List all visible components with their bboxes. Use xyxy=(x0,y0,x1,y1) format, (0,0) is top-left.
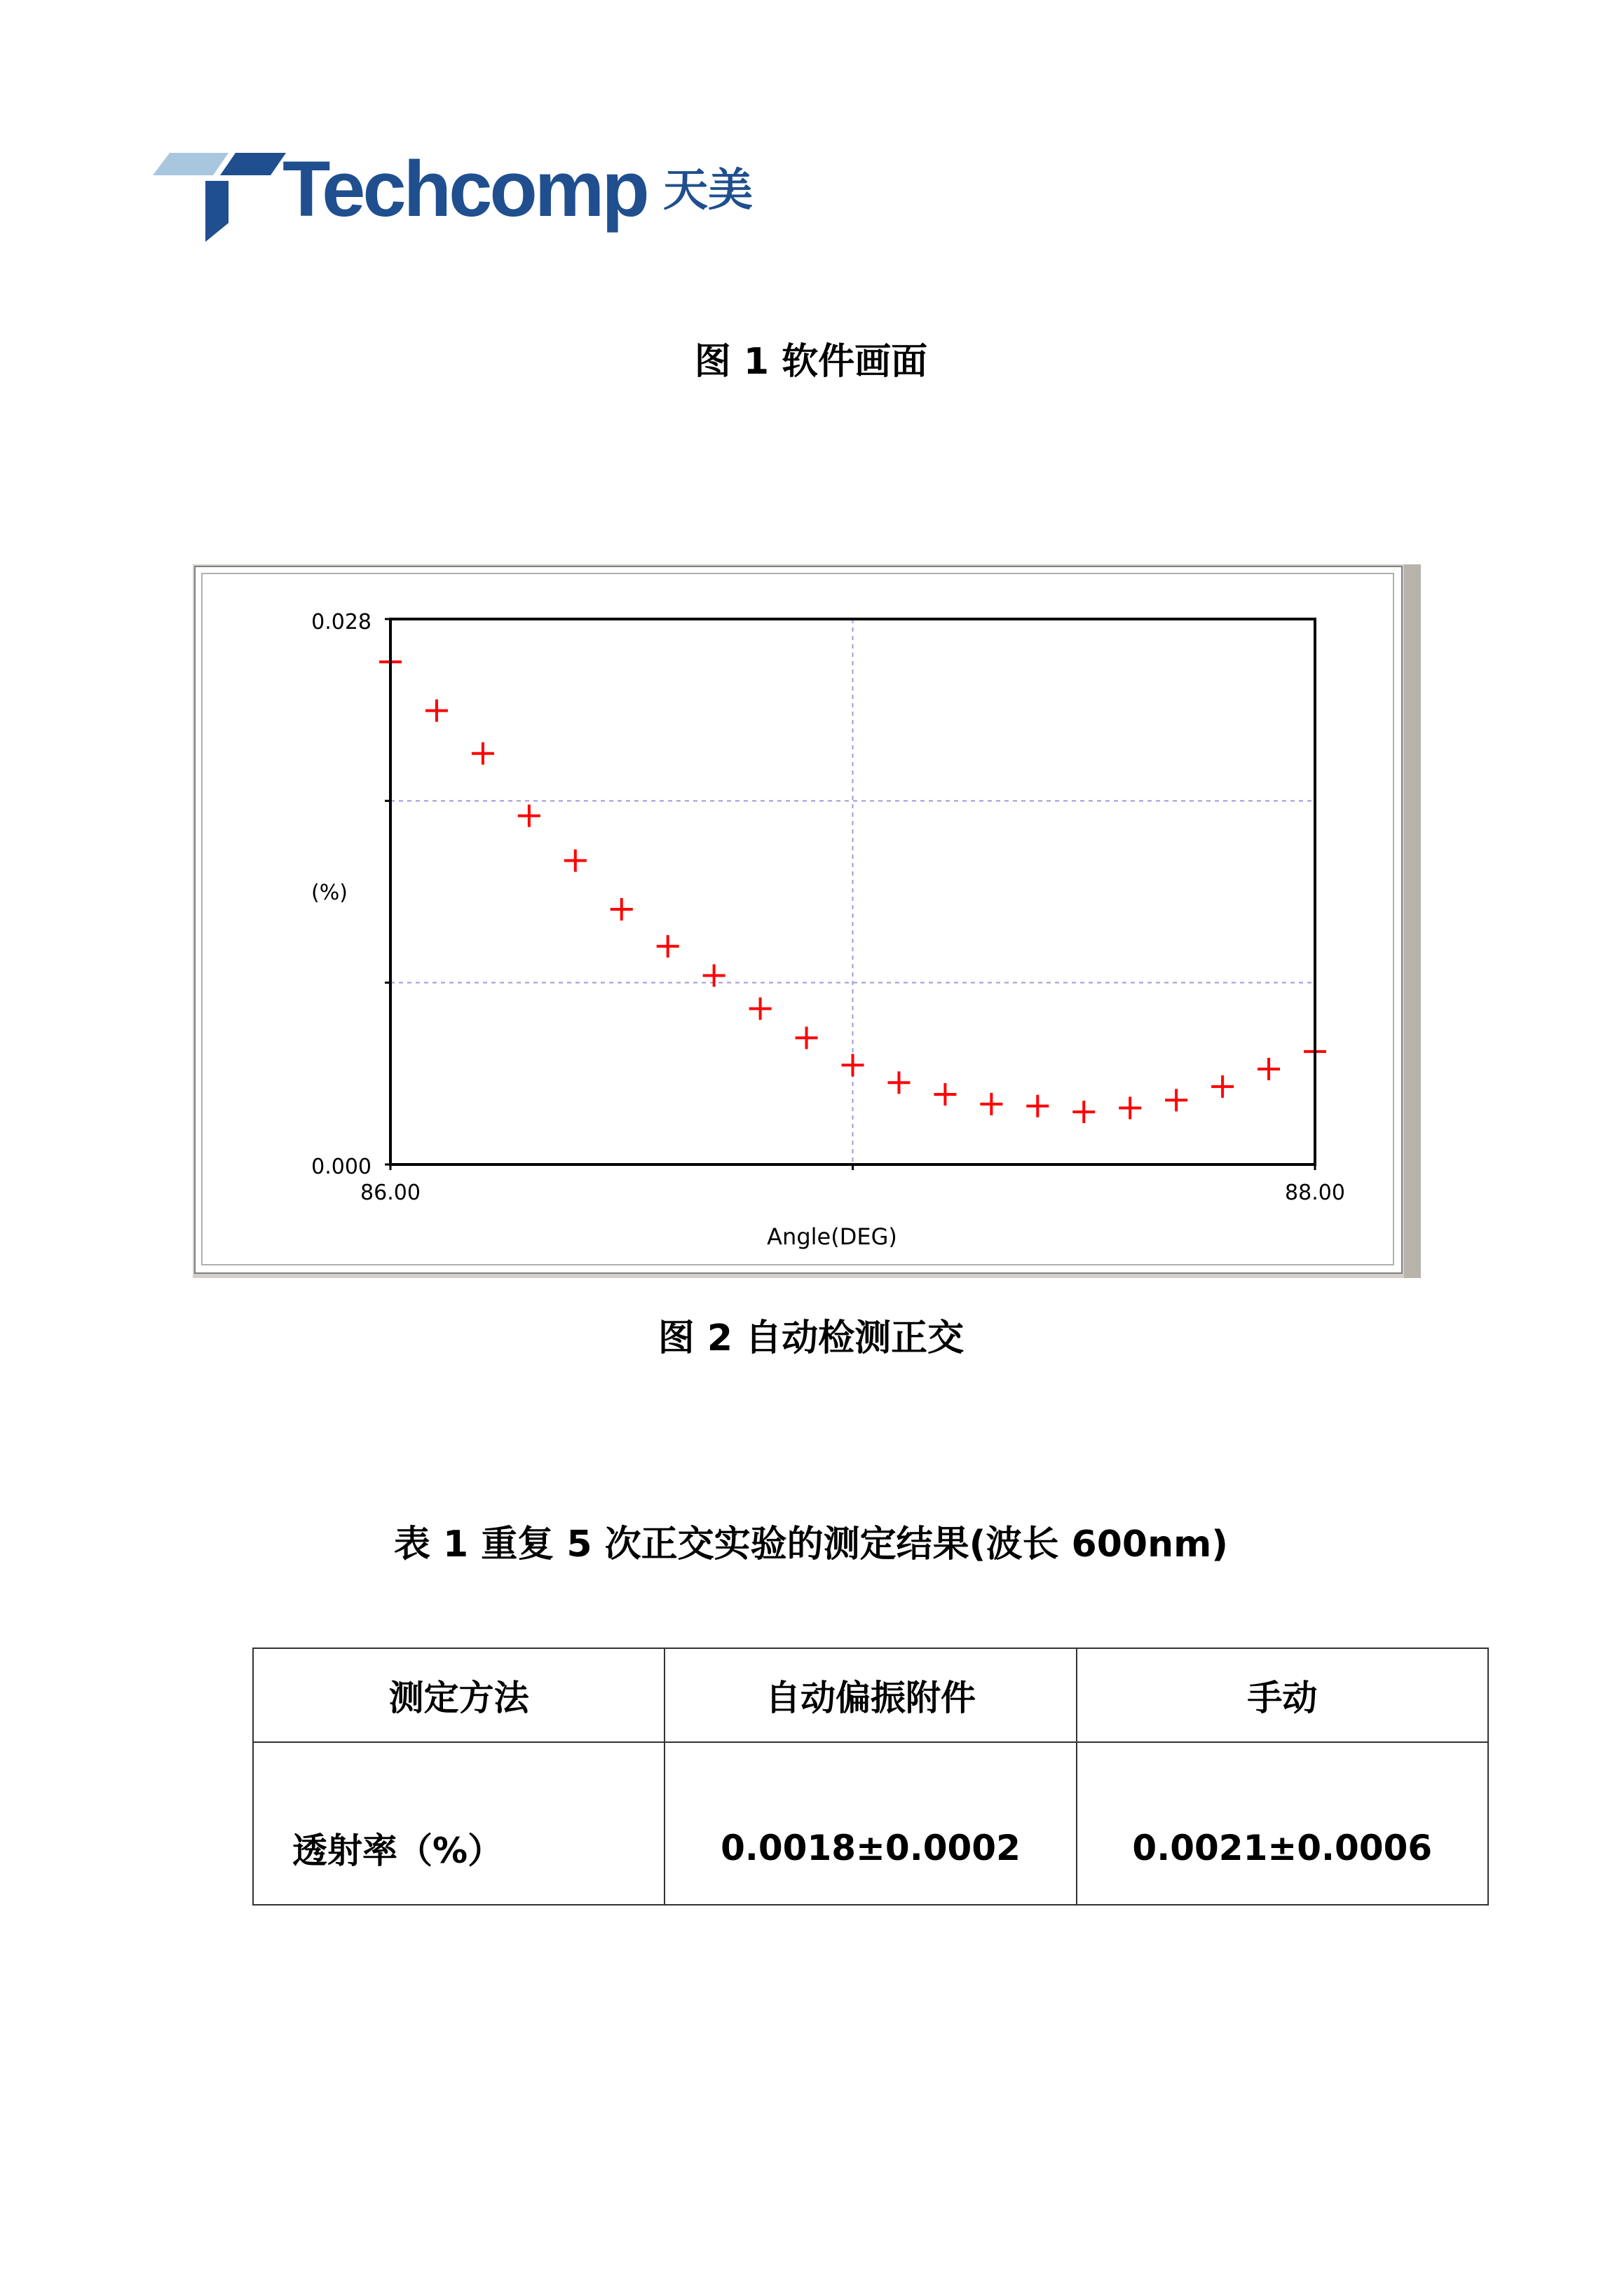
logo-wordmark: Techcomp xyxy=(282,145,647,233)
table-row xyxy=(253,1742,1488,1905)
y-axis-label: (%) xyxy=(311,881,348,905)
figure-2-caption: 图 2 自动检测正交 xyxy=(657,1317,965,1359)
table-1-caption: 表 1 重复 5 次正交实验的测定结果(波长 600nm) xyxy=(393,1523,1229,1565)
table-header-manual: 手动 xyxy=(1077,1648,1488,1742)
table-cell-transmittance-label: 透射率（%） xyxy=(253,1742,665,1905)
x-tick-label-max: 88.00 xyxy=(1285,1181,1345,1205)
table-cell-manual-value: 0.0021±0.0006 xyxy=(1077,1742,1488,1905)
figure-1-caption: 图 1 软件画面 xyxy=(694,341,928,383)
chart-panel xyxy=(202,573,1393,1265)
table-header-method: 测定方法 xyxy=(253,1648,665,1742)
table-header-auto-polarizer: 自动偏振附件 xyxy=(665,1648,1076,1742)
y-tick-label-min: 0.000 xyxy=(311,1155,372,1179)
x-axis-label: Angle(DEG) xyxy=(767,1223,897,1250)
chart-svg xyxy=(193,564,1421,1278)
table-cell-auto-value: 0.0018±0.0002 xyxy=(665,1742,1076,1905)
orthogonal-detection-chart xyxy=(193,564,1421,1278)
results-table xyxy=(252,1648,1489,1906)
x-tick-label-min: 86.00 xyxy=(360,1181,421,1205)
chart-window-shadow xyxy=(1404,564,1421,1278)
techcomp-logo xyxy=(153,147,770,242)
techcomp-logo-mark xyxy=(153,147,286,242)
logo-chinese-name: 天美 xyxy=(663,165,753,217)
y-tick-label-max: 0.028 xyxy=(311,610,372,634)
table-header-row xyxy=(253,1648,1488,1742)
